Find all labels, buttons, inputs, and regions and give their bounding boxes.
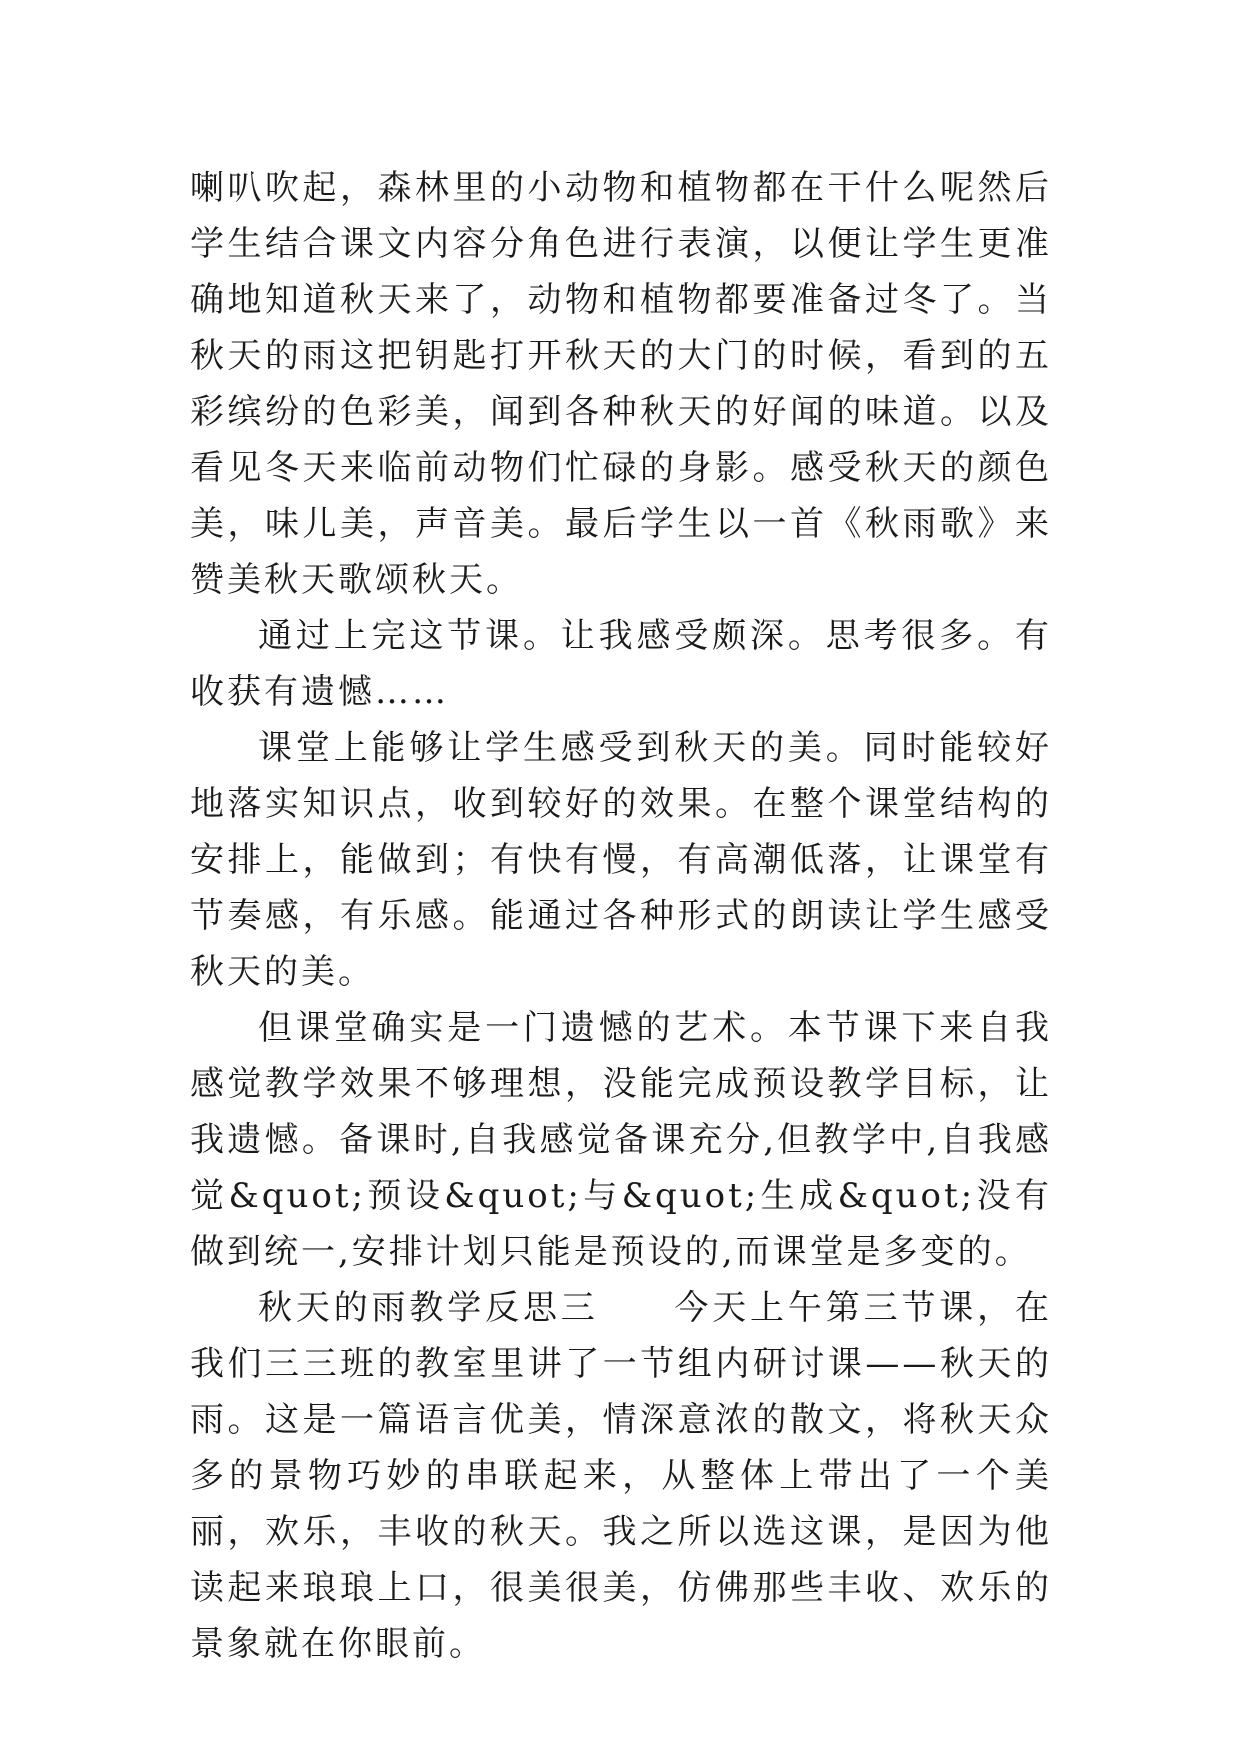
- paragraph-2: 通过上完这节课。让我感受颇深。思考很多。有收获有遗憾……: [190, 616, 1052, 712]
- paragraph-3: 课堂上能够让学生感受到秋天的美。同时能较好地落实知识点，收到较好的效果。在整个课堂结构的安排上，能做到；有快有慢，有高潮低落，让课堂有节奏感，有乐感。能通过各种形式的朗读让学生感受秋天的美。: [190, 728, 1052, 992]
- paragraph-4: 但课堂确实是一门遗憾的艺术。本节课下来自我感觉教学效果不够理想，没能完成预设教学目标，让我遗憾。备课时,自我感觉备课充分,但教学中,自我感觉&quot;预设&quot;与&quot;生成&quot;没有做到统一,安排计划只能是预设的,而课堂是多变的。: [190, 1008, 1052, 1272]
- paragraph-5: 秋天的雨教学反思三 今天上午第三节课，在我们三三班的教室里讲了一节组内研讨课——秋天的雨。这是一篇语言优美，情深意浓的散文，将秋天众多的景物巧妙的串联起来，从整体上带出了一个美丽，欢乐，丰收的秋天。我之所以选这课，是因为他读起来琅琅上口，很美很美，仿佛那些丰收、欢乐的景象就在你眼前。: [190, 1288, 1052, 1664]
- document-body: [190, 160, 1052, 1672]
- paragraph-1: 喇叭吹起，森林里的小动物和植物都在干什么呢然后学生结合课文内容分角色进行表演，以便让学生更准确地知道秋天来了，动物和植物都要准备过冬了。当秋天的雨这把钥匙打开秋天的大门的时候，看到的五彩缤纷的色彩美，闻到各种秋天的好闻的味道。以及看见冬天来临前动物们忙碌的身影。感受秋天的颜色美，味儿美，声音美。最后学生以一首《秋雨歌》来赞美秋天歌颂秋天。: [190, 168, 1052, 600]
